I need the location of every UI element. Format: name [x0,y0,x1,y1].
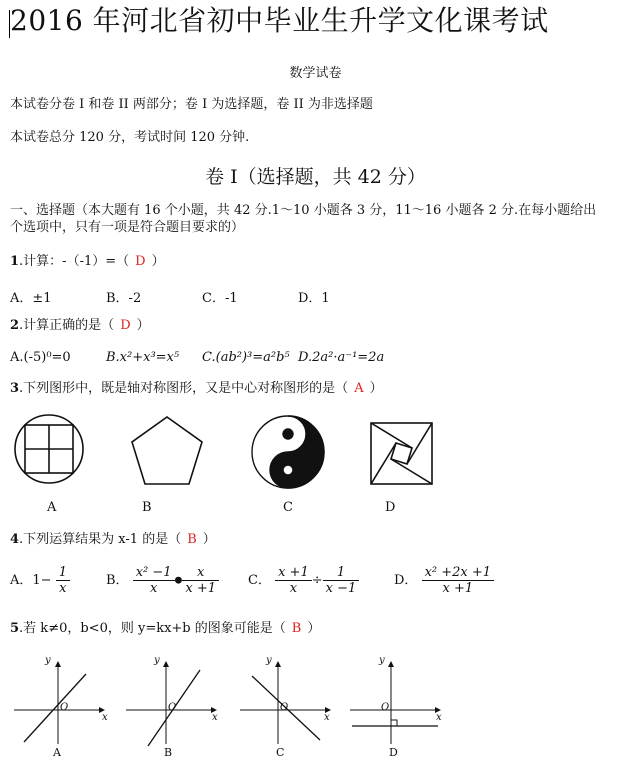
question-close: ） [202,532,216,547]
intro-line-2: 本试卷总分 120 分，考试时间 120 分钟. [10,130,250,145]
q4-option-a [10,565,70,596]
divide-sign: ÷ [311,573,323,588]
figure-c-yin-yang [252,416,324,488]
denominator: x [289,581,298,596]
numerator: x [182,565,219,581]
question-1 [10,254,165,270]
question-close: ） [151,254,165,269]
text-cursor [9,10,10,38]
answer-mark: B [187,532,197,547]
question-close: ） [307,621,321,636]
q2-option-c: C.(ab²)³=a²b⁵ [202,350,290,365]
question-number: 5 [10,621,20,636]
denominator: x +1 [442,581,474,596]
numerator: 1 [56,565,70,581]
graph-d-y-label: y [379,655,385,666]
graph-a-origin: O [60,702,69,713]
denominator: x [149,581,158,596]
q1-option-d: D．1 [298,291,330,306]
q1-option-a: A．±1 [10,291,52,306]
question-2 [10,318,150,334]
graph-d-x-label: x [436,712,442,723]
question-4 [10,532,216,548]
graph-d-origin: O [381,702,390,713]
denominator: x +1 [185,581,217,596]
graph-d [350,662,440,744]
graph-c-origin: O [280,702,289,713]
graph-c-y-label: y [266,655,272,666]
question-stem: .下列图形中，既是轴对称图形，又是中心对称图形的是（ [19,381,349,396]
q2-option-b: B.x²+x³=x⁵ [106,350,180,365]
graph-a-y-label: y [45,655,51,666]
q1-option-c: C．-1 [202,291,238,306]
q5-label-d: D [389,746,398,759]
q2-option-a: A.(-5)⁰=0 [10,350,71,365]
question-close: ） [369,381,383,396]
figure-b-pentagon [132,417,202,484]
section-instructions-2: 个选项中，只有一项是符合题目要求的） [10,220,245,235]
question-number: 3 [10,381,20,396]
q4-option-b [106,565,219,596]
q5-label-c: C [276,746,285,759]
option-prefix: D． [394,573,418,588]
question-stem: .下列运算结果为 x-1 的是（ [19,532,182,547]
question-3 [10,381,383,397]
denominator: x [59,581,67,596]
numerator: x² −1 [133,565,175,581]
question-stem: .若 k≠0，b<0，则 y=kx+b 的图象可能是（ [19,621,286,636]
question-5 [10,621,320,637]
fraction [323,565,360,596]
fraction [56,565,70,596]
fraction [422,565,494,596]
answer-mark: B [291,621,302,636]
graph-b-x-label: x [212,712,218,723]
q5-label-b: B [164,746,173,759]
q3-label-b: B [142,500,152,515]
fraction [133,565,175,596]
figure-d-square-pinwheel [371,423,432,484]
question-close: ） [136,318,150,333]
answer-mark: A [354,381,364,396]
intro-line-1: 本试卷分卷 I 和卷 II 两部分；卷 I 为选择题，卷 II 为非选择题 [10,97,373,112]
q4-option-c [248,565,359,596]
q4-option-d [394,565,494,596]
q3-figures [0,408,631,492]
question-stem: .计算正确的是（ [19,318,115,333]
numerator: x +1 [275,565,312,581]
q3-label-a: A [47,500,57,515]
answer-mark: D [135,254,146,269]
exam-title: 2016 年河北省初中毕业生升学文化课考试 [10,4,549,37]
exam-subtitle: 数学试卷 [289,66,342,81]
q1-option-b: B．-2 [106,291,142,306]
q3-label-d: D [385,500,396,515]
fraction [182,565,219,596]
graph-a-x-label: x [102,712,108,723]
q2-option-d: D.2a²·a⁻¹=2a [298,350,385,365]
question-number: 2 [10,318,20,333]
figure-a-circle-square [15,415,83,483]
question-number: 1 [10,254,20,269]
q3-label-c: C [283,500,293,515]
answer-mark: D [120,318,131,333]
graph-c-x-label: x [324,712,330,723]
graph-b-y-label: y [154,655,160,666]
fraction [275,565,312,596]
option-prefix: A．1− [10,573,52,588]
question-stem: .计算：-（-1）=（ [19,254,130,269]
q5-graphs [0,648,631,767]
question-number: 4 [10,532,20,547]
numerator: x² +2x +1 [422,565,494,581]
graph-b-origin: O [168,702,177,713]
option-prefix: B． [106,573,129,588]
numerator: 1 [323,565,360,581]
graph-a [14,662,104,744]
q5-label-a: A [53,746,61,759]
denominator: x −1 [325,581,357,596]
option-prefix: C． [248,573,271,588]
section-title: 卷 I（选择题，共 42 分） [205,166,426,188]
section-instructions-1: 一、选择题（本大题有 16 个小题，共 42 分.1～10 小题各 3 分，11～16 小题各 2 分.在每小题给出 [10,203,597,218]
multiply-dot: ● [174,575,183,586]
